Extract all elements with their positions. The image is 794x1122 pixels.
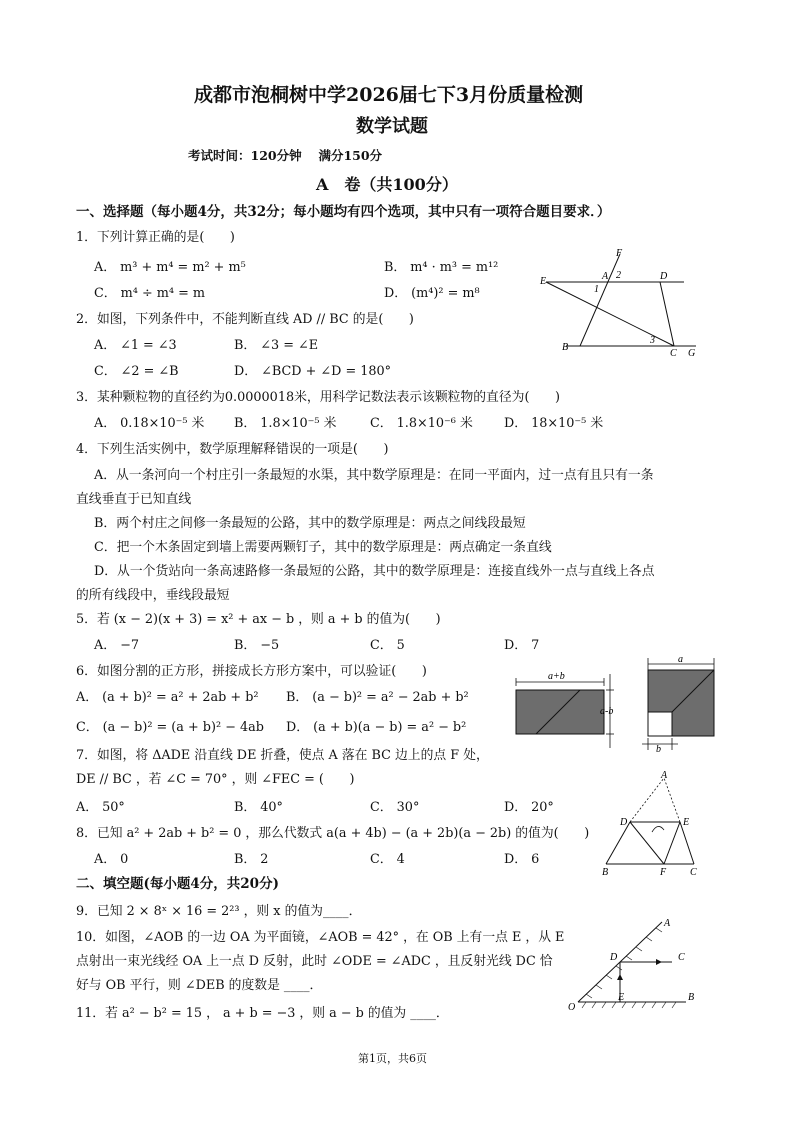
fig10-label-o: O	[568, 1002, 576, 1013]
q10-figure	[566, 914, 702, 1014]
fig7-label-e: E	[683, 817, 690, 828]
fig6-label-a-plus-b: a+b	[548, 671, 565, 682]
section2-heading: 二、填空题(每小题4分，共20分)	[76, 876, 279, 892]
fig6-label-b: b	[656, 744, 661, 755]
fig7-label-f: F	[660, 867, 667, 878]
q3-option-c: C． 1.8×10⁻⁶ 米	[370, 416, 473, 431]
section1-heading: 一、选择题（每小题4分，共32分；每小题均有四个选项，其中只有一项符合题目要求．）	[76, 204, 611, 220]
page-footer: 第1页，共6页	[358, 1052, 427, 1065]
fig7-label-b: B	[602, 867, 609, 878]
q4-option-b: B．两个村庄之间修一条最短的公路，其中的数学原理是：两点之间线段最短	[94, 516, 526, 531]
q5-option-d: D． 7	[504, 638, 540, 653]
q2-option-d: D． ∠BCD + ∠D = 180°	[234, 364, 392, 379]
fig1-label-1: 1	[594, 284, 599, 295]
q8-option-c: C． 4	[370, 852, 405, 867]
q7-option-d: D． 20°	[504, 800, 554, 815]
fig10-label-e: E	[618, 992, 625, 1003]
q2-option-a: A． ∠1 = ∠3	[94, 338, 177, 353]
q10-line1: 10．如图，∠AOB 的一边 OA 为平面镜，∠AOB = 42° ，在 OB 上有一点 E ，从 E	[76, 930, 565, 945]
q7-option-c: C． 30°	[370, 800, 420, 815]
q8-option-b: B． 2	[234, 852, 269, 867]
exam-title: 成都市泡桐树中学2026届七下3月份质量检测	[194, 84, 584, 106]
fig10-label-c: C	[678, 952, 685, 963]
q3-stem: 3．某种颗粒物的直径约为0.0000018米，用科学记数法表示该颗粒物的直径为( )	[76, 390, 561, 405]
q7-option-b: B． 40°	[234, 800, 283, 815]
q8-option-a: A． 0	[94, 852, 129, 867]
exam-info: 考试时间：120分钟 满分150分	[188, 148, 383, 163]
q2-figure	[536, 246, 706, 358]
fig6-label-a: a	[678, 654, 683, 665]
q4-option-a-line2: 直线垂直于已知直线	[76, 492, 192, 507]
q4-option-d-line2: 的所有线段中，垂线段最短	[76, 588, 230, 603]
q6-stem: 6．如图分割的正方形，拼接成长方形方案中，可以验证( )	[76, 664, 427, 679]
fig1-label-g: G	[688, 348, 696, 358]
q8-option-d: D． 6	[504, 852, 540, 867]
q5-option-b: B． −5	[234, 638, 280, 653]
fig1-label-a: A	[602, 271, 609, 282]
q1-option-a: A． m³ + m⁴ = m² + m⁵	[94, 260, 246, 275]
fig1-label-f: F	[616, 248, 623, 259]
q1-option-d: D． (m⁴)² = m⁸	[384, 286, 480, 301]
fig7-label-a: A	[661, 770, 668, 781]
q6-option-c: C． (a − b)² = (a + b)² − 4ab	[76, 720, 264, 735]
q10-line3: 好与 OB 平行，则 ∠DEB 的度数是 ____．	[76, 978, 323, 993]
fig1-label-b: B	[562, 342, 569, 353]
q2-option-c: C． ∠2 = ∠B	[94, 364, 179, 379]
q4-option-d-line1: D．从一个货站向一条高速路修一条最短的公路，其中的数学原理是：连接直线外一点与直线上各点	[94, 564, 655, 579]
q2-option-b: B． ∠3 = ∠E	[234, 338, 319, 353]
q7-stem-line1: 7．如图，将 ΔADE 沿直线 DE 折叠，使点 A 落在 BC 边上的点 F 处，	[76, 748, 489, 763]
q9-stem: 9．已知 2 × 8ˣ × 16 = 2²³ ，则 x 的值为____．	[76, 904, 362, 919]
fig1-label-3: 3	[650, 335, 655, 346]
fig10-label-b: B	[688, 992, 695, 1003]
fig1-label-c: C	[670, 348, 677, 358]
exam-subtitle: 数学试题	[356, 116, 428, 137]
fig1-label-2: 2	[616, 270, 621, 281]
q3-option-d: D． 18×10⁻⁵ 米	[504, 416, 604, 431]
fig1-label-e: E	[540, 276, 547, 287]
q10-line2: 点射出一束光线经 OA 上一点 D 反射，此时 ∠ODE = ∠ADC ，且反射光线 DC 恰	[76, 954, 553, 969]
q1-option-c: C． m⁴ ÷ m⁴ = m	[94, 286, 206, 301]
q3-option-a: A． 0.18×10⁻⁵ 米	[94, 416, 205, 431]
fig10-label-d: D	[610, 952, 618, 963]
q8-stem: 8．已知 a² + 2ab + b² = 0 ，那么代数式 a(a + 4b) − (a + 2b)(a − 2b) 的值为( )	[76, 826, 590, 841]
q7-figure	[592, 770, 704, 880]
q6-option-d: D． (a + b)(a − b) = a² − b²	[286, 720, 467, 735]
part-a-heading: A 卷（共100分）	[316, 175, 458, 194]
q4-option-c: C．把一个木条固定到墙上需要两颗钉子，其中的数学原理是：两点确定一条直线	[94, 540, 552, 555]
q4-stem: 4．下列生活实例中，数学原理解释错误的一项是( )	[76, 442, 389, 457]
fig10-label-a: A	[664, 918, 671, 929]
q6-option-b: B． (a − b)² = a² − 2ab + b²	[286, 690, 469, 705]
fig7-label-d: D	[620, 817, 628, 828]
q5-option-c: C． 5	[370, 638, 405, 653]
q6-figure	[508, 652, 726, 756]
fig7-label-c: C	[690, 867, 697, 878]
fig6-label-a-minus-b: a-b	[600, 706, 614, 717]
q3-option-b: B． 1.8×10⁻⁵ 米	[234, 416, 337, 431]
q4-option-a-line1: A．从一条河向一个村庄引一条最短的水渠，其中数学原理是：在同一平面内，过一点有且只有一条	[94, 468, 654, 483]
q2-stem: 2．如图，下列条件中，不能判断直线 AD // BC 的是( )	[76, 312, 414, 327]
q11-stem: 11．若 a² − b² = 15 ， a + b = −3 ，则 a − b 的值为 ____．	[76, 1006, 449, 1021]
fig1-label-d: D	[660, 271, 668, 282]
q7-option-a: A． 50°	[76, 800, 125, 815]
q7-stem-line2: DE // BC ，若 ∠C = 70° ，则 ∠FEC = ( )	[76, 772, 355, 787]
q1-stem: 1．下列计算正确的是( )	[76, 230, 235, 245]
q5-stem: 5．若 (x − 2)(x + 3) = x² + ax − b ，则 a + b 的值为( )	[76, 612, 441, 627]
q1-option-b: B． m⁴ · m³ = m¹²	[384, 260, 499, 275]
q6-option-a: A． (a + b)² = a² + 2ab + b²	[76, 690, 259, 705]
q5-option-a: A． −7	[94, 638, 139, 653]
